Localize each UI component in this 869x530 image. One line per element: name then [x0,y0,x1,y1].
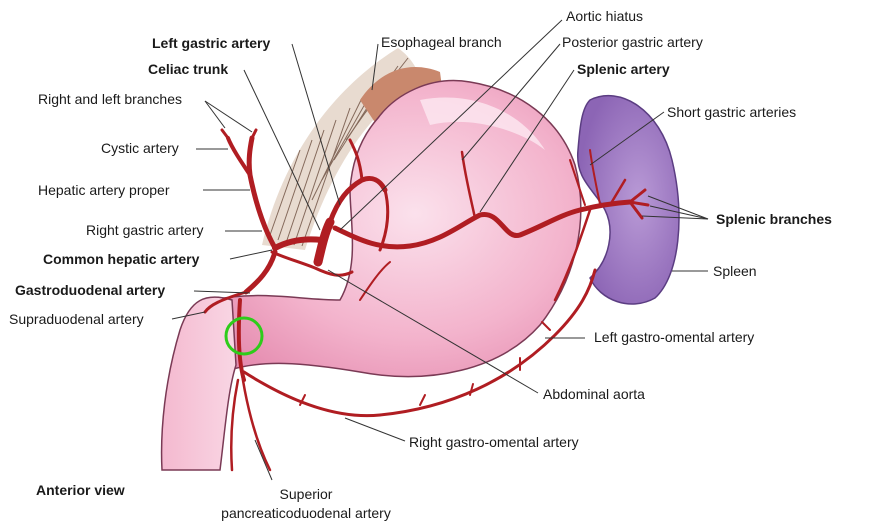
label-anterior-view: Anterior view [36,482,125,498]
label-posterior-gastric-artery: Posterior gastric artery [562,34,703,50]
label-cystic-artery: Cystic artery [101,140,179,156]
duodenum [162,297,236,470]
label-common-hepatic-artery: Common hepatic artery [43,251,200,267]
label-right-and-left-branches: Right and left branches [38,91,182,107]
label-gastroduodenal-artery: Gastroduodenal artery [15,282,166,298]
label-right-gastro-omental-artery: Right gastro-omental artery [409,434,579,450]
label-superior-pancreaticoduodenal-line1: Superior [279,486,333,502]
label-superior-pancreaticoduodenal-line2: pancreaticoduodenal artery [221,505,391,521]
label-left-gastro-omental-artery: Left gastro-omental artery [594,329,755,345]
label-abdominal-aorta: Abdominal aorta [543,386,645,402]
label-hepatic-artery-proper: Hepatic artery proper [38,182,170,198]
label-spleen: Spleen [713,263,757,279]
label-esophageal-branch: Esophageal branch [381,34,502,50]
label-celiac-trunk: Celiac trunk [148,61,229,77]
label-right-gastric-artery: Right gastric artery [86,222,204,238]
label-left-gastric-artery: Left gastric artery [152,35,271,51]
label-short-gastric-arteries: Short gastric arteries [667,104,797,120]
label-splenic-branches: Splenic branches [716,211,832,227]
label-aortic-hiatus: Aortic hiatus [566,8,644,24]
label-splenic-artery: Splenic artery [577,61,670,77]
label-supraduodenal-artery: Supraduodenal artery [9,311,144,327]
